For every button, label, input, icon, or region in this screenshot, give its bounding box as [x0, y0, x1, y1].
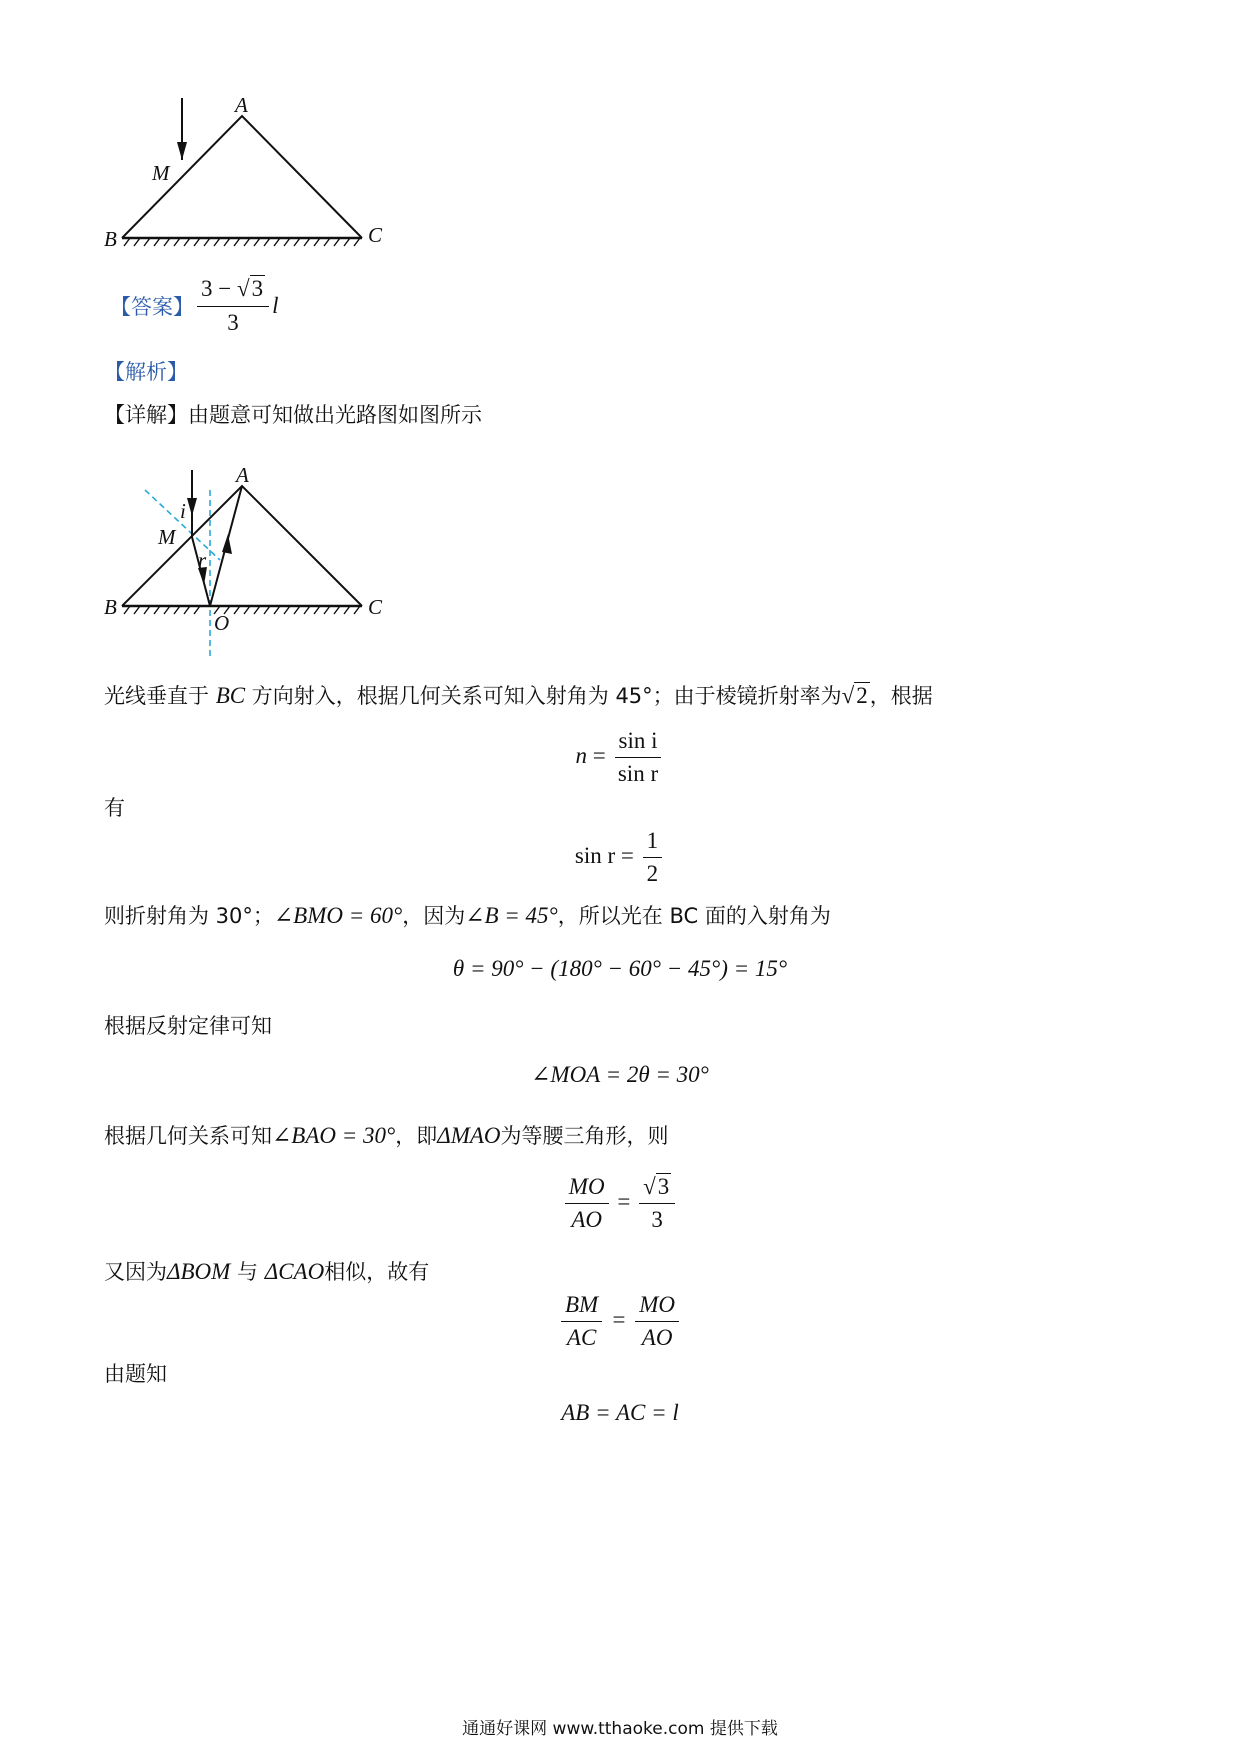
label-a: A	[235, 93, 248, 117]
label-r: r	[198, 548, 207, 572]
equation-moa: ∠MOA = 2θ = 30°	[531, 1062, 709, 1087]
prism-figure-1	[100, 90, 400, 260]
label-m2: M	[158, 525, 176, 549]
equation-mo-ao: $\frac{MO}{AO}$ = $\frac{√3}{3}$	[0, 1174, 1240, 1234]
label-a2: A	[236, 463, 249, 487]
analysis-tag: 【解析】	[104, 360, 188, 384]
equation-sin-r: sin r = $\frac{1}{2}$	[0, 828, 1240, 888]
label-b: B	[104, 227, 117, 251]
text-known: 由题知	[104, 1362, 167, 1386]
para-line-5: 又因为ΔBOM 与 ΔCAO相似，故有	[104, 1259, 430, 1284]
light-path-figure	[100, 460, 410, 670]
para-line-2: 则折射角为 30°；∠BMO = 60°，因为∠B = 45°，所以光在 BC 面的入射角为	[104, 903, 831, 928]
equation-theta: θ = 90° − (180° − 60° − 45°) = 15°	[452, 956, 788, 981]
answer-fraction: $\frac{3 - √3}{3}$	[197, 276, 269, 336]
text-reflection-law: 根据反射定律可知	[104, 1014, 272, 1038]
label-o: O	[214, 611, 230, 635]
answer-var: l	[272, 293, 279, 318]
detail-text: 由题意可知做出光路图如图所示	[188, 403, 482, 427]
para-line-4: 根据几何关系可知∠BAO = 30°，即ΔMAO为等腰三角形，则	[104, 1123, 669, 1148]
equation-snell: n = $\frac{\text{sin i}}{\text{sin r}}$	[0, 728, 1240, 788]
label-m: M	[152, 161, 170, 185]
equation-similar: $\frac{BM}{AC}$ = $\frac{MO}{AO}$	[0, 1292, 1240, 1352]
page-footer: 通通好课网 www.tthaoke.com 提供下载	[462, 1719, 778, 1739]
label-i: i	[180, 499, 186, 523]
equation-ab-ac: AB = AC = l	[561, 1400, 679, 1425]
label-b2: B	[104, 595, 117, 619]
answer-row	[110, 276, 279, 336]
label-c2: C	[368, 595, 383, 619]
answer-tag: 【答案】	[110, 295, 194, 319]
text-you: 有	[104, 796, 125, 820]
label-c: C	[368, 223, 383, 247]
detail-tag: 【详解】	[104, 403, 188, 427]
para-line-1: 光线垂直于 BC 方向射入，根据几何关系可知入射角为 45°；由于棱镜折射率为√2，根据	[104, 683, 933, 708]
detail-line	[104, 399, 482, 429]
